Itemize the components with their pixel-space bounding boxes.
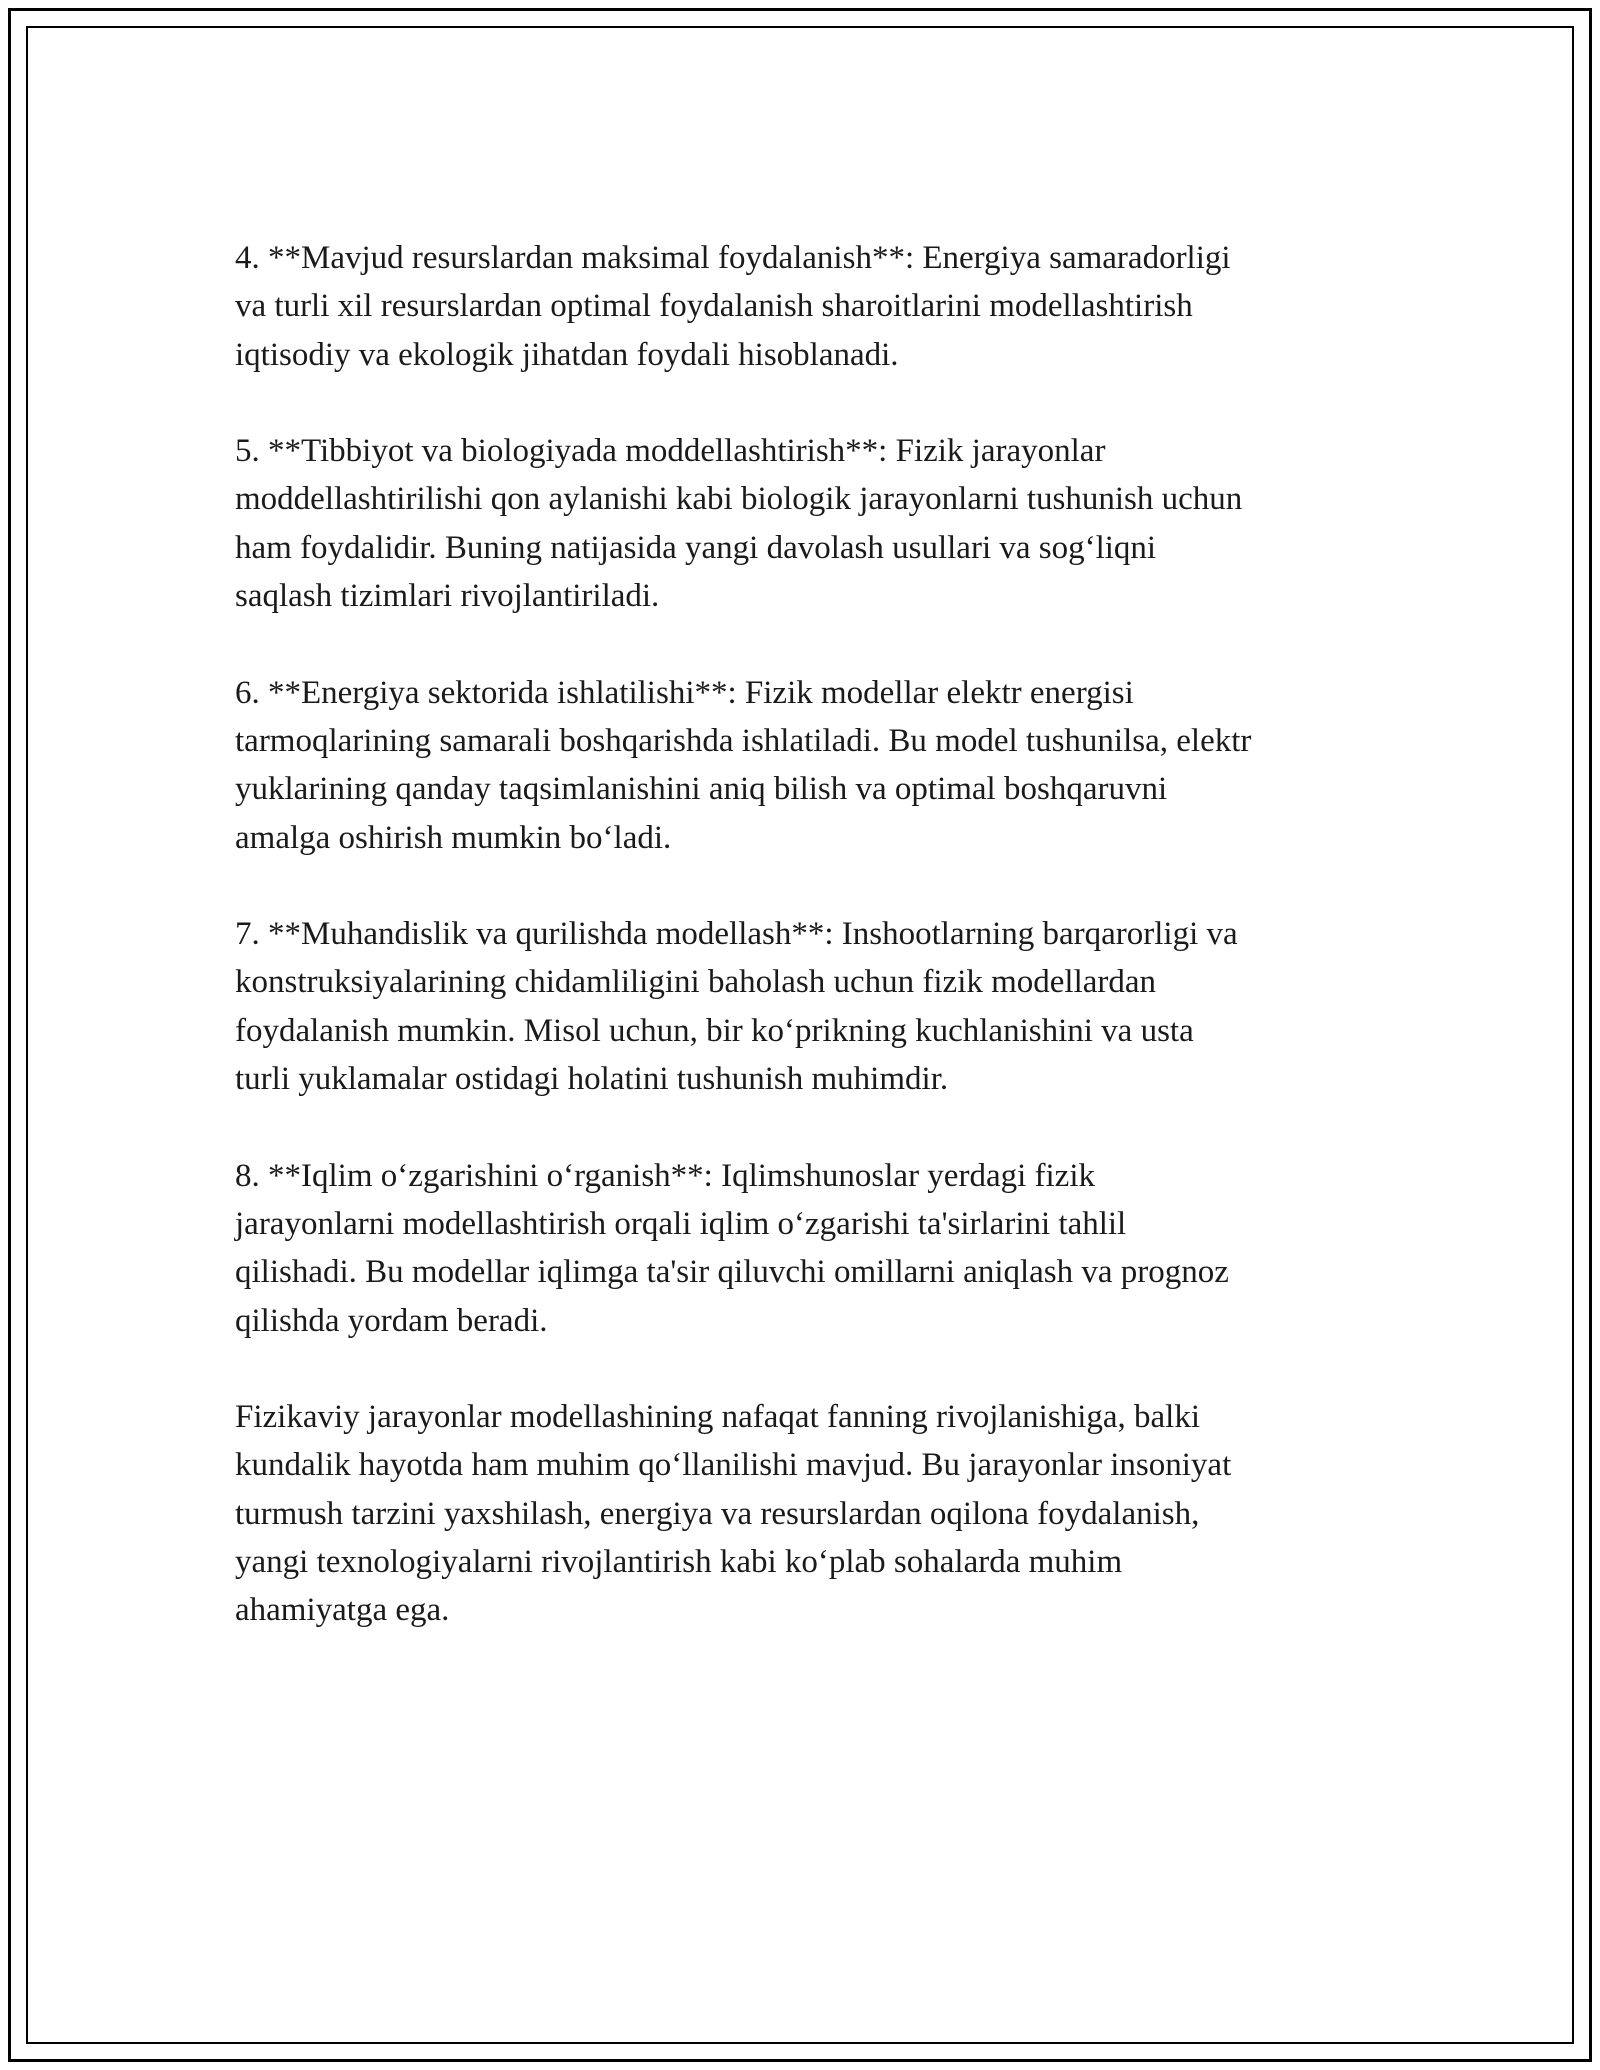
text-line: iqtisodiy va ekologik jihatdan foydali hisoblanadi. xyxy=(235,336,899,373)
paragraph-item-7 xyxy=(235,910,1375,1103)
paragraph-conclusion xyxy=(235,1393,1375,1634)
text-line: 6. **Energiya sektorida ishlatilishi**: Fizik modellar elektr energisi xyxy=(235,674,1134,711)
text-line: tarmoqlarining samarali boshqarishda ishlatiladi. Bu model tushunilsa, elektr xyxy=(235,722,1252,759)
paragraph-item-8 xyxy=(235,1152,1375,1345)
paragraph-item-6 xyxy=(235,669,1375,862)
text-line: ham foydalidir. Buning natijasida yangi davolash usullari va sog‘liqni xyxy=(235,529,1157,566)
text-line: foydalanish mumkin. Misol uchun, bir ko‘prikning kuchlanishini va usta xyxy=(235,1012,1194,1049)
text-line: yuklarining qanday taqsimlanishini aniq bilish va optimal boshqaruvni xyxy=(235,771,1168,808)
text-line: 8. **Iqlim o‘zgarishini o‘rganish**: Iqlimshunoslar yerdagi fizik xyxy=(235,1157,1095,1194)
text-line: kundalik hayotda ham muhim qo‘llanilishi mavjud. Bu jarayonlar insoniyat xyxy=(235,1447,1232,1484)
text-line: moddellashtirilishi qon aylanishi kabi biologik jarayonlarni tushunish uchun xyxy=(235,481,1243,518)
text-line: yangi texnologiyalarni rivojlantirish kabi ko‘plab sohalarda muhim xyxy=(235,1544,1123,1581)
text-line: konstruksiyalarining chidamliligini baholash uchun fizik modellardan xyxy=(235,964,1157,1001)
text-line: Fizikaviy jarayonlar modellashining nafaqat fanning rivojlanishiga, balki xyxy=(235,1399,1200,1436)
text-line: 4. **Mavjud resurslardan maksimal foydalanish**: Energiya samaradorligi xyxy=(235,240,1231,276)
text-line: turmush tarzini yaxshilash, energiya va resurslardan oqilona foydalanish, xyxy=(235,1495,1200,1532)
text-line: ahamiyatga ega. xyxy=(235,1592,450,1629)
document-body xyxy=(235,234,1375,1635)
text-line: turli yuklamalar ostidagi holatini tushunish muhimdir. xyxy=(235,1061,949,1098)
text-line: jarayonlarni modellashtirish orqali iqlim o‘zgarishi ta'sirlarini tahlil xyxy=(235,1205,1127,1242)
text-line: saqlash tizimlari rivojlantiriladi. xyxy=(235,578,660,615)
text-line: qilishadi. Bu modellar iqlimga ta'sir qiluvchi omillarni aniqlash va prognoz xyxy=(235,1254,1229,1291)
text-line: 7. **Muhandislik va qurilishda modellash**: Inshootlarning barqarorligi va xyxy=(235,916,1238,953)
text-line: va turli xil resurslardan optimal foydalanish sharoitlarini modellashtirish xyxy=(235,288,1193,325)
text-line: 5. **Tibbiyot va biologiyada moddellashtirish**: Fizik jarayonlar xyxy=(235,433,1106,470)
text-line: qilishda yordam beradi. xyxy=(235,1302,548,1339)
text-line: amalga oshirish mumkin bo‘ladi. xyxy=(235,819,672,856)
paragraph-item-5 xyxy=(235,427,1375,620)
paragraph-item-4 xyxy=(235,234,1375,379)
